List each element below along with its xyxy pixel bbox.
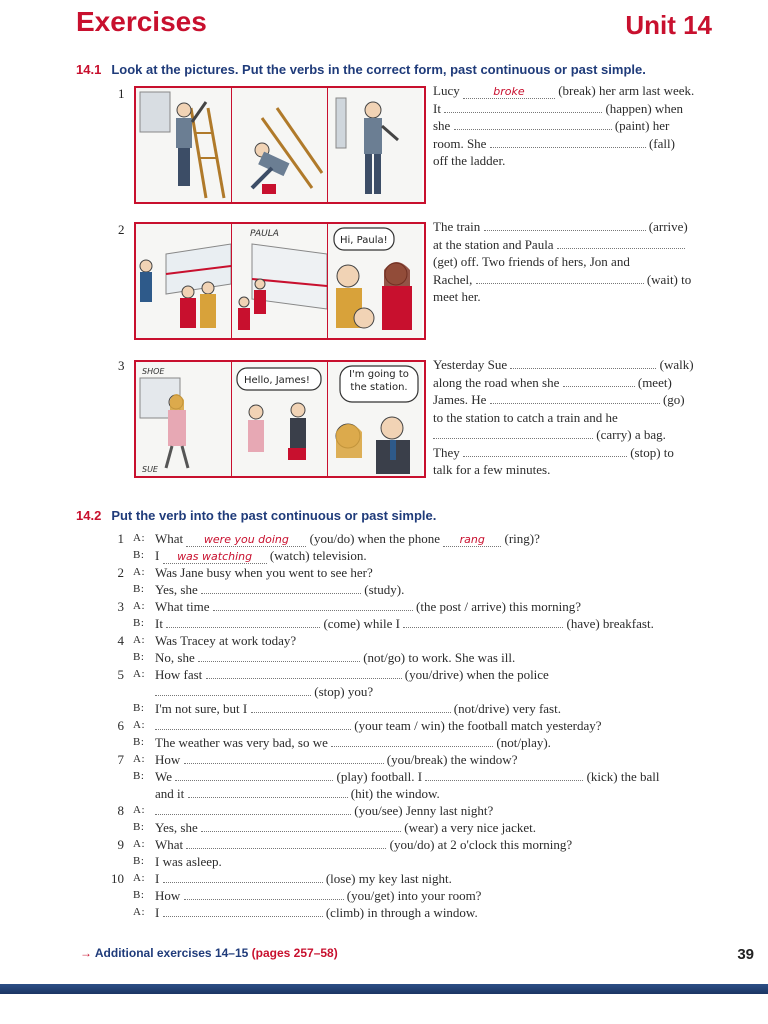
answer-blank[interactable] xyxy=(155,802,351,815)
speaker-label: B: xyxy=(133,651,145,663)
speaker-label: B: xyxy=(133,617,145,629)
exercise-instruction: Put the verb into the past continuous or past simple. xyxy=(111,508,437,523)
text: (have) breakfast. xyxy=(566,616,654,631)
text: We xyxy=(155,769,172,784)
answer-blank[interactable] xyxy=(201,819,401,832)
answer-blank[interactable] xyxy=(198,649,360,662)
page-reference: (pages 257–58) xyxy=(251,946,338,960)
illustration-james-speaking xyxy=(328,362,422,476)
answer-blank[interactable]: were you doing xyxy=(186,534,306,547)
answer-blank[interactable] xyxy=(188,785,348,798)
exercise-14-2-heading xyxy=(76,508,436,523)
item-2-text xyxy=(433,218,713,306)
text: (go) xyxy=(662,392,685,407)
text: (stop) to xyxy=(630,444,674,460)
item-number: 4 xyxy=(117,633,124,648)
speech-text: I'm going to the station. xyxy=(349,369,409,393)
text: Was Tracey at work today? xyxy=(155,633,297,648)
item-number: 2 xyxy=(118,222,125,237)
text: (happen) when xyxy=(605,100,684,116)
speaker-label: A: xyxy=(133,668,145,680)
text: off the ladder. xyxy=(433,153,506,168)
speaker-label: A: xyxy=(133,753,145,765)
text: No, she xyxy=(155,650,195,665)
answer-blank[interactable] xyxy=(186,836,386,849)
text: (the post / arrive) this morning? xyxy=(416,599,582,614)
text: (arrive) xyxy=(648,219,688,234)
text: What xyxy=(155,531,184,546)
text: (paint) her xyxy=(614,118,670,133)
panel-label: SUE xyxy=(142,465,158,474)
speaker-label: A: xyxy=(133,532,145,544)
answer-blank[interactable] xyxy=(433,426,593,439)
answer-blank[interactable] xyxy=(184,751,384,764)
text: (get) off. Two friends of hers, Jon and xyxy=(433,254,630,269)
text: (kick) the ball xyxy=(586,769,660,784)
exercise-number: 14.1 xyxy=(76,62,102,77)
link-text: Additional exercises 14–15 xyxy=(94,946,249,960)
text: and it xyxy=(155,786,185,801)
text: What xyxy=(155,837,184,852)
text: I'm not sure, but I xyxy=(155,701,248,716)
answer-blank[interactable] xyxy=(563,374,635,387)
illustration-paula-getting-off xyxy=(232,224,327,338)
text: James. He xyxy=(433,392,487,407)
shop-sign: SHOE xyxy=(142,367,165,376)
illustration-train-arriving xyxy=(136,224,231,338)
speaker-label: A: xyxy=(133,719,145,731)
picture-panel xyxy=(232,224,328,338)
answer-blank[interactable] xyxy=(155,717,351,730)
exercise-number: 14.2 xyxy=(76,508,102,523)
text: (play) football. I xyxy=(336,769,423,784)
text: (walk) xyxy=(659,357,694,372)
answer-blank[interactable] xyxy=(425,768,583,781)
text: (your team / win) the football match yesterday? xyxy=(354,718,602,733)
speaker-label: B: xyxy=(133,821,145,833)
text: Yes, she xyxy=(155,582,198,597)
answer-blank[interactable]: rang xyxy=(443,534,501,547)
speaker-label: B: xyxy=(133,583,145,595)
text: I xyxy=(155,548,160,563)
speaker-label: B: xyxy=(133,770,145,782)
picture-panel xyxy=(328,224,422,338)
answer-blank[interactable] xyxy=(163,904,323,917)
panel-label: PAULA xyxy=(250,229,279,239)
text: Yesterday Sue xyxy=(433,357,508,372)
item-number: 2 xyxy=(117,565,124,580)
page-title: Exercises xyxy=(76,6,207,37)
answer-blank[interactable] xyxy=(463,444,627,457)
item-number: 5 xyxy=(117,667,124,682)
speaker-label: A: xyxy=(133,838,145,850)
text: What time xyxy=(155,599,210,614)
text: (you/break) the window? xyxy=(386,752,518,767)
speaker-label: B: xyxy=(133,549,145,561)
text: (ring)? xyxy=(504,531,540,546)
answer-blank[interactable] xyxy=(175,768,333,781)
item-number: 8 xyxy=(117,803,124,818)
text: How xyxy=(155,752,181,767)
additional-exercises-link[interactable] xyxy=(80,946,338,960)
answer-blank[interactable] xyxy=(484,218,646,231)
answer-blank[interactable]: broke xyxy=(463,86,555,99)
text: Yes, she xyxy=(155,820,198,835)
speaker-label: B: xyxy=(133,889,145,901)
text: (wear) a very nice jacket. xyxy=(404,820,536,835)
picture-panel xyxy=(136,224,232,338)
answer-blank[interactable] xyxy=(251,700,451,713)
speaker-label: B: xyxy=(133,736,145,748)
answer-blank[interactable] xyxy=(476,271,644,284)
text: (watch) television. xyxy=(269,548,367,563)
text: (study). xyxy=(364,582,405,597)
text: I xyxy=(155,905,160,920)
exercise-instruction: Look at the pictures. Put the verbs in the correct form, past continuous or past simple. xyxy=(111,62,646,77)
answer-blank[interactable] xyxy=(163,870,323,883)
dialogue-list xyxy=(0,530,768,930)
picture-panel xyxy=(328,362,422,476)
item-number: 1 xyxy=(117,531,124,546)
text: Lucy xyxy=(433,83,460,98)
speaker-label: A: xyxy=(133,600,145,612)
item-number: 9 xyxy=(117,837,124,852)
footer-bar xyxy=(0,984,768,994)
exercise-14-1-heading xyxy=(76,62,646,77)
text: to the station to catch a train and he xyxy=(433,409,618,425)
text: (come) while I xyxy=(323,616,400,631)
text: meet her. xyxy=(433,289,481,304)
text: room. She xyxy=(433,135,487,151)
text: It xyxy=(433,100,441,116)
item-number: 6 xyxy=(117,718,124,733)
text: along the road when she xyxy=(433,374,560,390)
text: (you/see) Jenny last night? xyxy=(354,803,494,818)
answer-blank[interactable] xyxy=(403,615,563,628)
item-number: 7 xyxy=(117,752,124,767)
answer-blank[interactable]: was watching xyxy=(163,551,267,564)
answer-blank[interactable] xyxy=(557,236,685,249)
illustration-sue-meets-james xyxy=(232,362,327,476)
arrow-right-icon: → xyxy=(80,946,92,960)
speaker-label: A: xyxy=(133,634,145,646)
picture-panel xyxy=(328,88,422,202)
item-1-text xyxy=(433,82,713,170)
item-number: 1 xyxy=(118,86,125,101)
text: How fast xyxy=(155,667,203,682)
answer-blank[interactable] xyxy=(213,598,413,611)
text: at the station and Paula xyxy=(433,236,554,252)
unit-title: Unit 14 xyxy=(625,10,712,40)
speech-text: Hello, James! xyxy=(244,375,310,386)
illustration-lucy-hurt xyxy=(328,88,422,202)
text: (you/do) when the phone xyxy=(309,531,440,546)
answer-blank[interactable] xyxy=(184,887,344,900)
answer-blank[interactable] xyxy=(166,615,320,628)
answer-blank[interactable] xyxy=(155,683,311,696)
text: I was asleep. xyxy=(155,854,222,869)
answer-blank[interactable] xyxy=(444,100,602,113)
speaker-label: A: xyxy=(133,872,145,884)
picture-panel xyxy=(232,88,328,202)
picture-panel xyxy=(136,88,232,202)
text: The train xyxy=(433,219,481,234)
text: (meet) xyxy=(637,374,672,390)
answer-blank[interactable] xyxy=(510,356,656,369)
answer-blank[interactable] xyxy=(490,135,646,148)
text: Was Jane busy when you went to see her? xyxy=(155,565,373,580)
text: (you/drive) when the police xyxy=(404,667,549,682)
text: Rachel, xyxy=(433,271,473,287)
page-number: 39 xyxy=(737,946,754,963)
text: (not/play). xyxy=(496,735,551,750)
speaker-label: A: xyxy=(133,804,145,816)
text: (you/get) into your room? xyxy=(346,888,482,903)
picture-panel xyxy=(232,362,328,476)
text: How xyxy=(155,888,181,903)
illustration-sue-walking xyxy=(136,362,231,476)
item-number: 3 xyxy=(117,599,124,614)
text: (climb) in through a window. xyxy=(325,905,478,920)
speaker-label: B: xyxy=(133,855,145,867)
text: It xyxy=(155,616,163,631)
answer-blank[interactable] xyxy=(490,391,660,404)
text: (break) her arm last week. xyxy=(558,83,695,98)
answer-blank[interactable] xyxy=(201,581,361,594)
item-3-text xyxy=(433,356,713,479)
text: I xyxy=(155,871,160,886)
text: (not/go) to work. She was ill. xyxy=(363,650,516,665)
text: They xyxy=(433,444,460,460)
text: (stop) you? xyxy=(314,684,374,699)
illustration-lucy-painting xyxy=(136,88,231,202)
item-number: 3 xyxy=(118,358,125,373)
text: talk for a few minutes. xyxy=(433,462,551,477)
speaker-label: A: xyxy=(133,566,145,578)
picture-strip-2 xyxy=(134,222,426,340)
picture-strip-3 xyxy=(134,360,426,478)
text: (wait) to xyxy=(646,271,692,287)
text: she xyxy=(433,118,451,133)
answer-blank[interactable] xyxy=(206,666,402,679)
picture-panel xyxy=(136,362,232,476)
answer-blank[interactable] xyxy=(454,117,612,130)
speaker-label: A: xyxy=(133,906,145,918)
text: (hit) the window. xyxy=(350,786,440,801)
illustration-friends-greeting xyxy=(328,224,422,338)
text: (fall) xyxy=(648,135,675,151)
text: (carry) a bag. xyxy=(596,427,666,442)
answer-blank[interactable] xyxy=(331,734,493,747)
text: (not/drive) very fast. xyxy=(453,701,561,716)
item-number: 10 xyxy=(111,871,124,886)
text: (lose) my key last night. xyxy=(325,871,452,886)
text: The weather was very bad, so we xyxy=(155,735,328,750)
illustration-lucy-falling xyxy=(232,88,327,202)
text: (you/do) at 2 o'clock this morning? xyxy=(389,837,573,852)
speech-text: Hi, Paula! xyxy=(340,235,388,246)
speaker-label: B: xyxy=(133,702,145,714)
picture-strip-1 xyxy=(134,86,426,204)
